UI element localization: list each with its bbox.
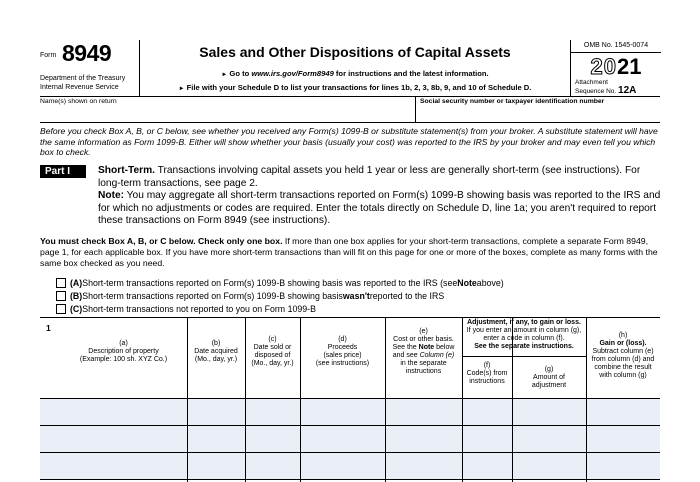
check-instructions: You must check Box A, B, or C below. Check only one box. If more than one box applies for your short-term transactions, complete a separate Form 8949, page 1, for each applicable box. If you have more short-term transactions than will fit on this page for one or more of the boxes, complete as many forms with the same box checked as you need. [40, 236, 658, 268]
file-with-line: ► File with your Schedule D to list your transactions for lines 1b, 2, 3, 8b, 9, and 10 of Schedule D. [178, 83, 532, 92]
col-d-header: (d) Proceeds (sales price) (see instructions) [315, 336, 370, 367]
input-cell[interactable] [463, 399, 512, 425]
title-block [140, 40, 570, 96]
col-c-header: (c) Date sold or disposed of (Mo., day, yr.) [251, 336, 294, 367]
input-cell[interactable] [301, 399, 385, 425]
input-cell[interactable] [587, 426, 660, 452]
table-row [40, 426, 660, 452]
box-checklist [56, 276, 504, 315]
input-cell[interactable] [463, 426, 512, 452]
adjustment-header: Adjustment, if any, to gain or loss. If you enter an amount in column (g), enter a code in column (f). See the separate instructions. [466, 319, 582, 350]
col-b-header: (b) Date acquired (Mo., day, yr.) [194, 340, 238, 363]
name-ssn-row [40, 96, 660, 123]
box-b-row: (B) Short-term transactions reported on Form(s) 1099-B showing basis wasn't reported to the IRS [56, 289, 504, 302]
input-cell[interactable] [188, 453, 245, 479]
form-number: 8949 [62, 40, 112, 66]
col-f-header: (f) Code(s) from instructions [466, 362, 508, 385]
arrow-right-icon: ► [221, 72, 228, 78]
input-cell[interactable] [386, 426, 462, 452]
irs: Internal Revenue Service [40, 84, 119, 91]
col-g-header: (g) Amount of adjustment [531, 366, 567, 389]
ssn-field[interactable] [415, 97, 660, 123]
tax-year: 2021 [590, 54, 642, 79]
sequence-number: 12A [618, 84, 637, 96]
input-cell[interactable] [386, 399, 462, 425]
irs-url-link[interactable]: www.irs.gov/Form8949 [251, 69, 334, 78]
box-c-row: (C) Short-term transactions not reported to you on Form 1099-B [56, 302, 504, 315]
form-header [40, 40, 660, 96]
input-cell[interactable] [40, 426, 187, 452]
input-cell[interactable] [301, 426, 385, 452]
input-cell[interactable] [40, 453, 187, 479]
ssn-label: Social security number or taxpayer identification number [420, 98, 605, 105]
transactions-table [40, 317, 660, 482]
col-h-header: (h) Gain or (loss). Subtract column (e) from column (d) and combine the result with column (g) [591, 332, 655, 379]
col-e-header: (e) Cost or other basis. See the Note below and see Column (e) in the separate instructions [392, 328, 455, 375]
input-cell[interactable] [587, 399, 660, 425]
adjustment-divider [462, 356, 586, 357]
input-cell[interactable] [513, 426, 586, 452]
input-cell[interactable] [301, 453, 385, 479]
form-word: Form [40, 52, 57, 59]
input-cell[interactable] [463, 453, 512, 479]
part-description: Short-Term. Transactions involving capital assets you held 1 year or less are generally short-term (see instructions). For long-term transactions, see page 2. Note: You may aggregate all short-term transactions reported on Form(s) 1099-B showing basis was reported to the IRS and for which no adjustments or codes are required. Enter the totals directly on Schedule D, line 1a; you aren't required to report these transactions on Form 8949 (see instructions). [98, 165, 661, 226]
input-cell[interactable] [386, 453, 462, 479]
table-row [40, 399, 660, 425]
omb-block [570, 40, 660, 96]
part-tag: Part I [40, 165, 86, 178]
department-label [40, 74, 140, 92]
omb-number: OMB No. 1545-0074 [571, 42, 661, 53]
input-cell[interactable] [246, 399, 300, 425]
form-id-block [40, 40, 140, 96]
intro-paragraph: Before you check Box A, B, or C below, see whether you received any Form(s) 1099-B or substitute statement(s) from your broker. A substitute statement will have the same information as Form 1099-B. Either will show whether your basis (usually your cost) was reported to the IRS by your broker and may even tell you which box to check. [40, 126, 658, 158]
instructions-line: ► Go to www.irs.gov/Form8949 for instructions and the latest information. [221, 69, 489, 78]
row-divider [40, 479, 660, 480]
input-cell[interactable] [246, 453, 300, 479]
part-heading: Short-Term. [98, 165, 155, 176]
form-title: Sales and Other Dispositions of Capital Assets [199, 44, 511, 60]
input-cell[interactable] [513, 399, 586, 425]
line-number: 1 [46, 323, 51, 333]
input-cell[interactable] [188, 399, 245, 425]
input-cell[interactable] [513, 453, 586, 479]
attachment-sequence: Attachment Sequence No. 12A [575, 79, 637, 96]
input-cell[interactable] [188, 426, 245, 452]
box-a-row: (A) Short-term transactions reported on Form(s) 1099-B showing basis was reported to the IRS (see Note above) [56, 276, 504, 289]
name-field[interactable]: Name(s) shown on return [40, 98, 117, 105]
box-b-checkbox[interactable] [56, 291, 66, 301]
box-c-checkbox[interactable] [56, 304, 66, 314]
input-cell[interactable] [587, 453, 660, 479]
input-cell[interactable] [40, 399, 187, 425]
arrow-right-icon: ► [178, 86, 185, 92]
input-cell[interactable] [246, 426, 300, 452]
department: Department of the Treasury [40, 75, 126, 82]
table-row [40, 453, 660, 479]
box-a-checkbox[interactable] [56, 278, 66, 288]
note-label: Note: [98, 190, 125, 201]
col-a-header: (a) Description of property (Example: 100 sh. XYZ Co.) [79, 340, 168, 363]
